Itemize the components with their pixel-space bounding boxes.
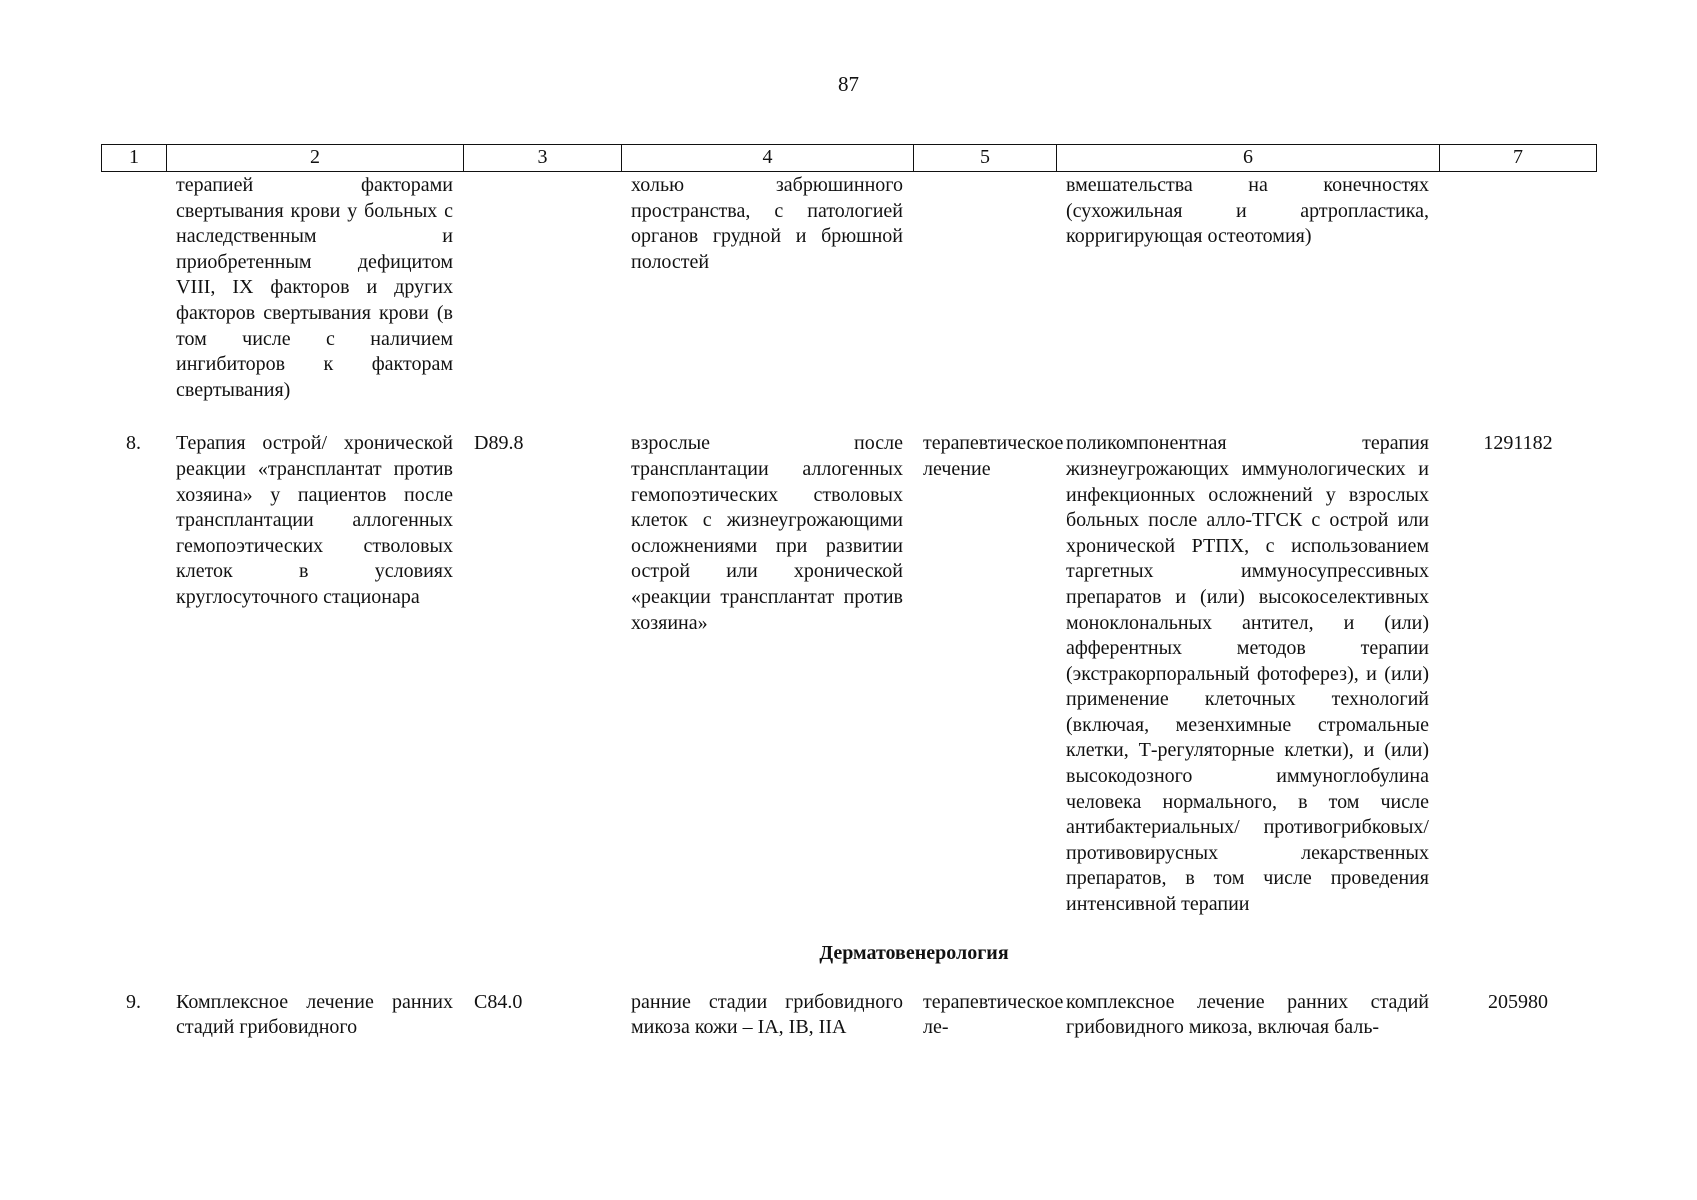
treatment-method-cell: вмешательства на конечностях (сухожильная и артропластика, корригирующая остеотомия) xyxy=(1066,174,1429,248)
column-header-3: 3 xyxy=(463,145,621,171)
row-number-cell xyxy=(101,173,166,403)
cost-cell xyxy=(1439,173,1597,403)
column-header-2: 2 xyxy=(166,145,463,171)
column-number-header xyxy=(101,144,1597,172)
column-header-6: 6 xyxy=(1056,145,1439,171)
icd-code-cell: C84.0 xyxy=(474,990,523,1013)
care-type-cell: Комплексное лечение ранних стадий грибовидного xyxy=(176,990,453,1039)
section-title-dermatovenereology: Дерматовенерология xyxy=(819,941,1009,964)
table-row-9 xyxy=(101,990,1597,1041)
treatment-type-cell xyxy=(913,173,1056,403)
patient-model-cell: взрослые после трансплантации аллогенных гемопоэтических стволовых клеток с жизнеугрожающими осложнениями при развитии острой или хронической «реакции трансплантат против хозяина» xyxy=(631,432,903,634)
treatment-method-cell: поликомпонентная терапия жизнеугрожающих иммунологических и инфекционных осложнений у взрослых больных после алло-ТГСК с острой или хронической РТПХ, с использованием таргетных иммуносупрессивных препаратов и (или) высокоселективных моноклональных антител, и (или) афферентных методов терапии (экстракорпоральный фотоферез), и (или) применение клеточных технологий (включая, мезенхимные стромальные клетки, Т-регуляторные клетки), и (или) высокодозного иммуноглобулина человека нормального, в том числе антибактериальных/ противогрибковых/ противовирусных лекарственных препаратов, в том числе проведения интенсивной терапии xyxy=(1066,432,1429,916)
row-number-cell: 8. xyxy=(126,432,141,455)
page-number: 87 xyxy=(838,72,859,96)
care-type-cell: Терапия острой/ хронической реакции «трансплантат против хозяина» у пациентов после трансплантации аллогенных гемопоэтических стволовых клеток в условиях круглосуточного стационара xyxy=(176,432,453,608)
column-header-5: 5 xyxy=(913,145,1056,171)
row-number-cell: 9. xyxy=(126,990,141,1013)
patient-model-cell: ранние стадии грибовидного микоза кожи – IA, IB, IIA xyxy=(631,990,903,1039)
medical-care-table xyxy=(101,144,1597,1041)
patient-model-cell: холью забрюшинного пространства, с патологией органов грудной и брюшной полостей xyxy=(631,174,903,273)
cost-cell: 1291182 xyxy=(1483,432,1553,455)
column-header-1: 1 xyxy=(101,145,166,171)
icd-code-cell xyxy=(463,173,621,403)
care-type-cell: терапией факторами свертывания крови у больных с наследственным и приобретенным дефицитом VIII, IX факторов и других факторов свертывания крови (в том числе с наличием ингибиторов к факторам свертывания) xyxy=(176,174,453,401)
treatment-type-cell: терапевтическое ле- xyxy=(923,990,1064,1039)
column-header-4: 4 xyxy=(621,145,913,171)
cost-cell: 205980 xyxy=(1488,990,1548,1013)
table-row-8 xyxy=(101,431,1597,917)
treatment-type-cell: терапевтическое лечение xyxy=(923,432,1064,480)
treatment-method-cell: комплексное лечение ранних стадий грибовидного микоза, включая баль- xyxy=(1066,990,1429,1039)
table-row-continuation xyxy=(101,173,1597,403)
column-header-7: 7 xyxy=(1439,145,1597,171)
icd-code-cell: D89.8 xyxy=(474,432,524,455)
